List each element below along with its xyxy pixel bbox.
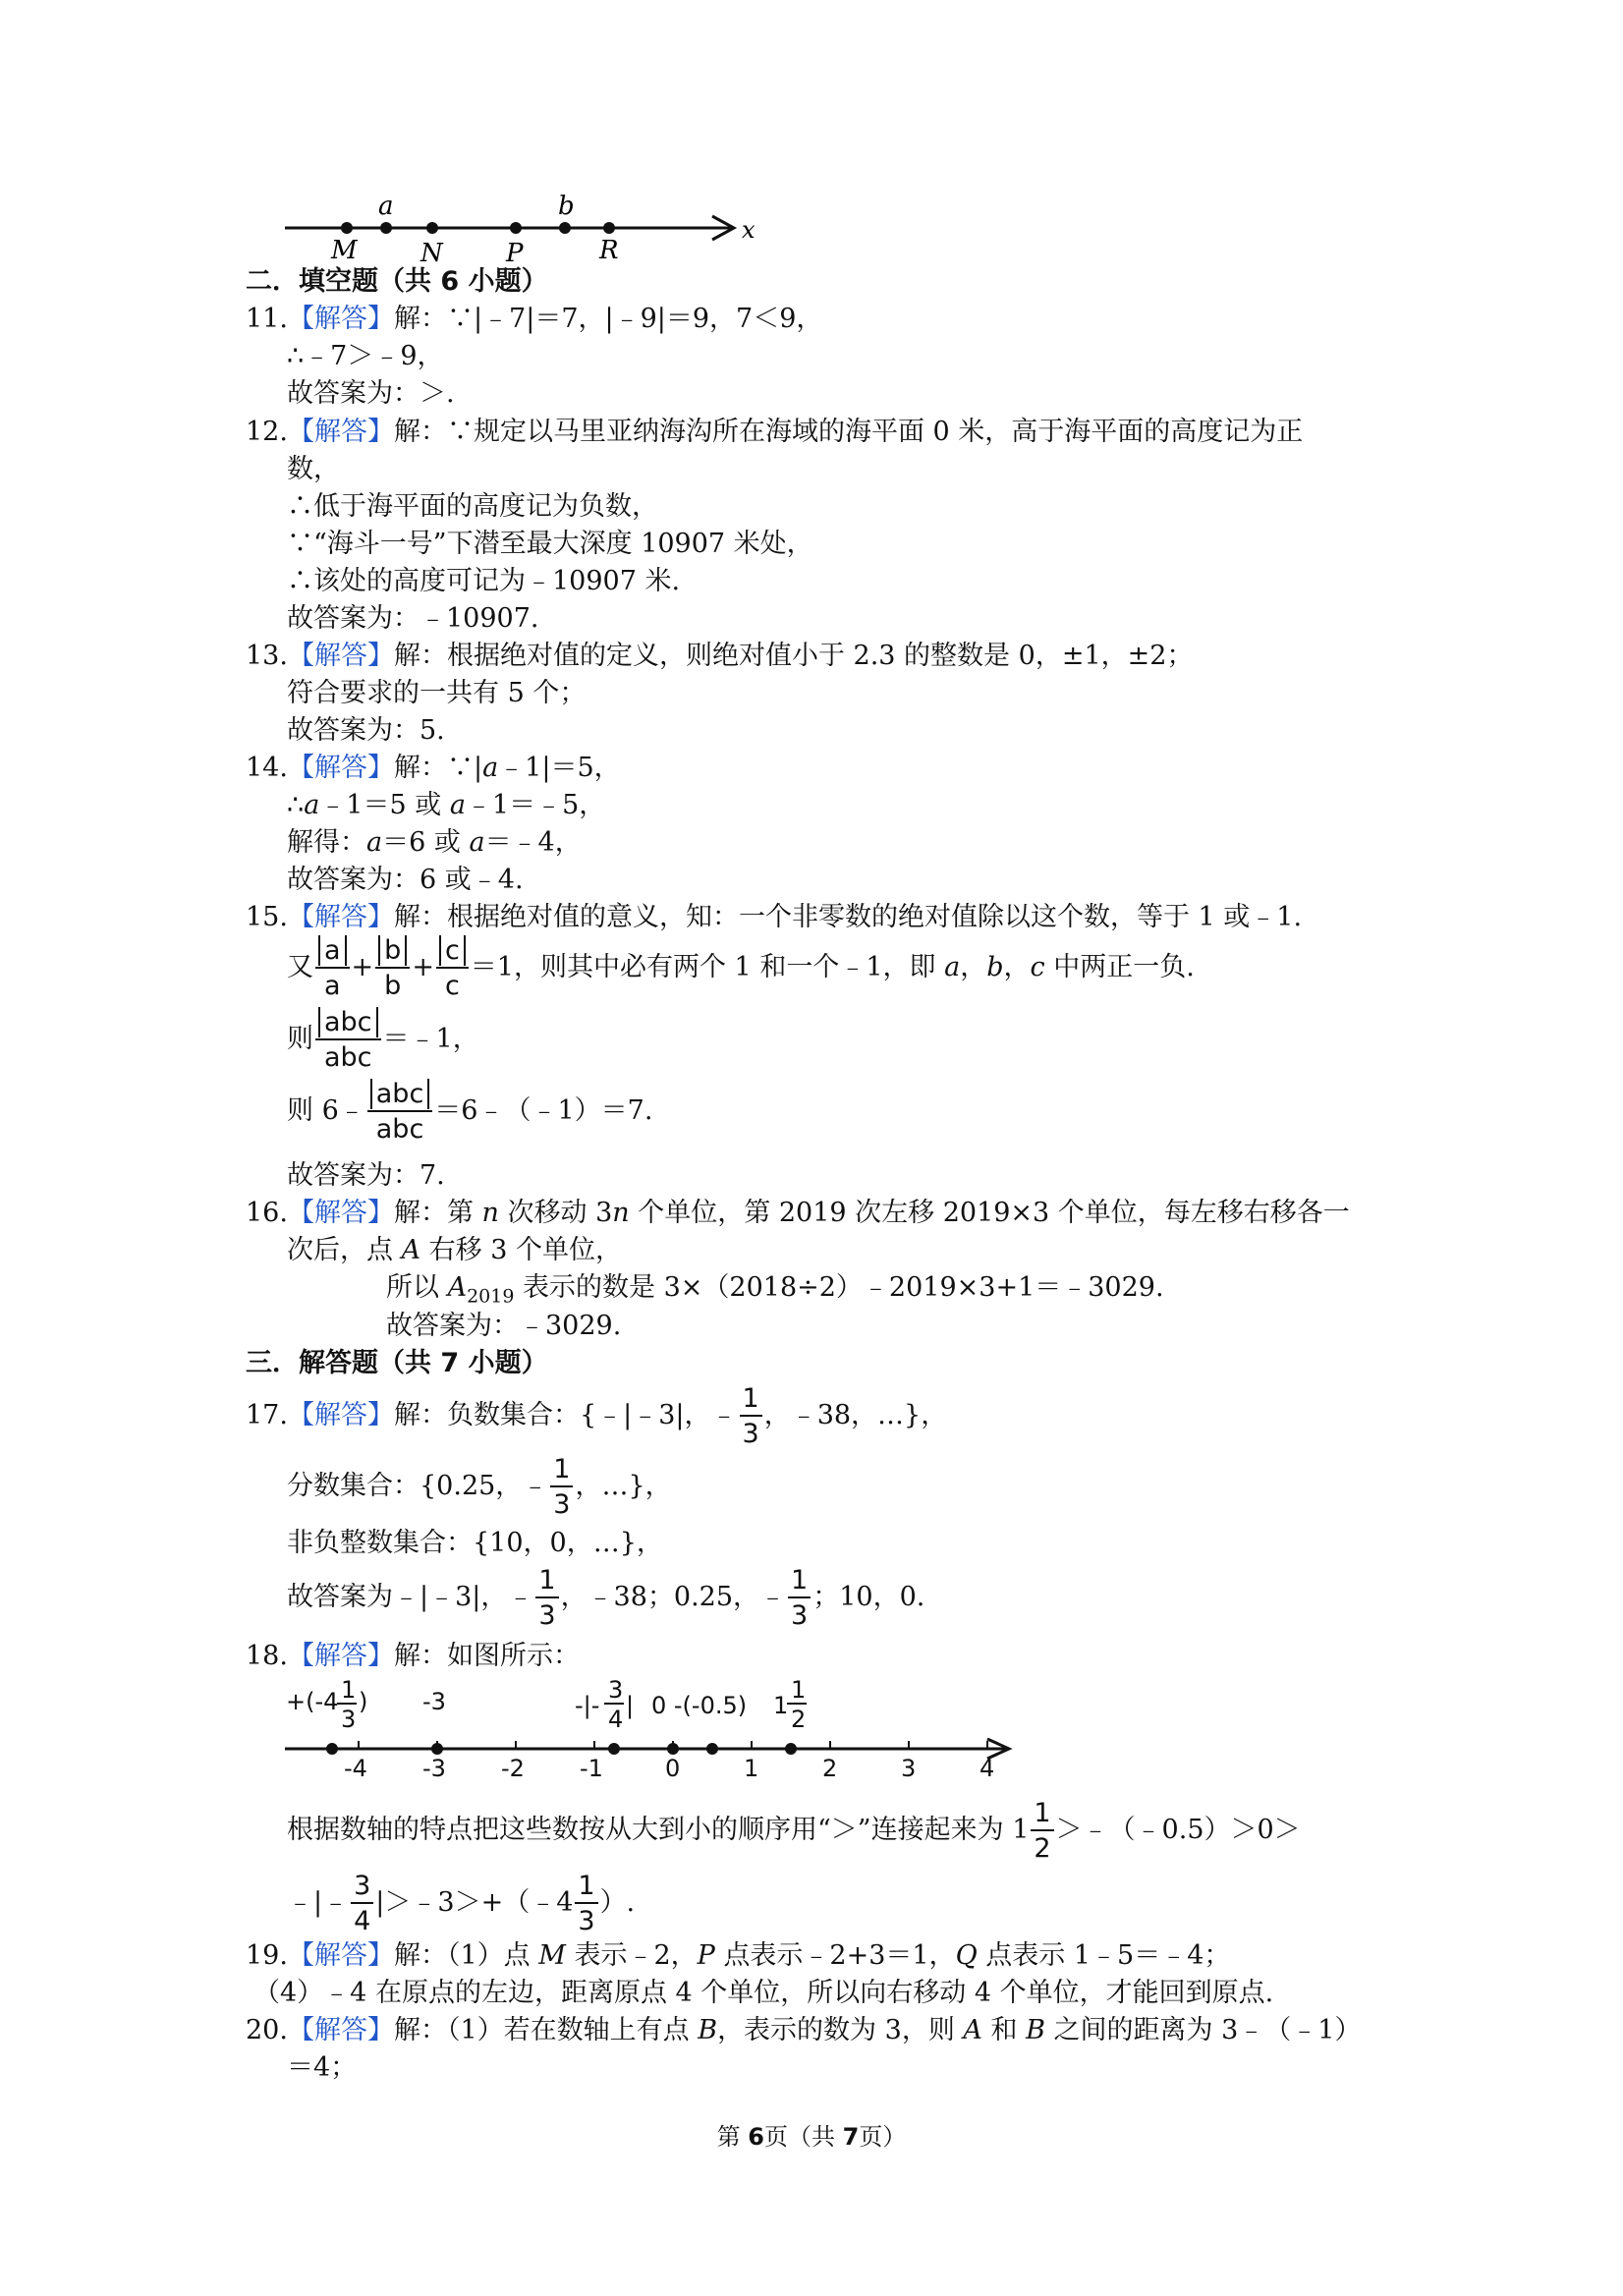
svg-text:4: 4	[979, 1755, 995, 1782]
answer-12-line4: ∵“海斗一号”下潜至最大深度 10907 米处，	[287, 529, 813, 559]
answer-17: 17.【解答】解：负数集合：{﹣|﹣3|，﹣ $\frac{1}{3}$ ，﹣38，…}，	[246, 1383, 948, 1449]
answer-tag: 【解答】	[287, 1940, 394, 1971]
page-number: 6	[748, 2123, 764, 2151]
answer-14-line3: 解得：a＝6 或 a＝﹣4，	[287, 827, 582, 858]
svg-text:1: 1	[744, 1755, 759, 1782]
q-number: 19.	[246, 1940, 288, 1971]
svg-text:4: 4	[608, 1706, 624, 1733]
answer-17-line3: 非负整数集合：{10，0，…}，	[287, 1528, 663, 1558]
point-0	[667, 1743, 679, 1755]
answer-13-line3: 故答案为：5.	[287, 715, 445, 746]
q-number: 16.	[246, 1198, 288, 1228]
svg-text:-1: -1	[580, 1755, 603, 1782]
answer-12: 12.【解答】解：∵规定以马里亚纳海沟所在海域的海平面 0 米，高于海平面的高度记为正	[246, 417, 1304, 447]
label-M: M	[331, 236, 358, 265]
page-total: 7	[842, 2123, 860, 2151]
point-0-5	[706, 1743, 718, 1755]
answer-11: 11.【解答】解：∵|﹣7|＝7，|﹣9|＝9，7＜9，	[246, 304, 823, 334]
point-R	[603, 222, 615, 234]
fraction-abs-b-over-b: $\frac{b}{b}$	[375, 937, 410, 999]
answer-15: 15.【解答】解：根据绝对值的意义，知：一个非零数的绝对值除以这个数，等于 1 或﹣1.	[246, 902, 1303, 932]
point-neg-4-1-3	[326, 1743, 338, 1755]
point-b	[559, 222, 571, 234]
number-line-figure-1	[280, 187, 781, 270]
svg-text:1: 1	[341, 1676, 357, 1704]
q-number: 20.	[246, 2015, 288, 2045]
answer-15-line2: 又 $\frac{a}{a}$ + $\frac{b}{b}$ + $\frac{c}{c}$ ＝1，则其中必有两个 1 和一个﹣1，即 a，b，c 中两正一负.	[287, 935, 1195, 1001]
answer-tag: 【解答】	[287, 1400, 394, 1430]
answer-12-line3: ∴低于海平面的高度记为负数，	[287, 491, 658, 522]
svg-text:|: |	[626, 1692, 635, 1719]
answer-13-line2: 符合要求的一共有 5 个；	[287, 678, 587, 708]
answer-11-line3: 故答案为：＞.	[287, 378, 455, 409]
answer-15-line5: 故答案为：7.	[287, 1160, 445, 1191]
answer-15-line3: 则 $\frac{\text{abc}}{\text{abc}}$ ＝﹣1，	[287, 1007, 479, 1073]
point-a	[380, 222, 392, 234]
answer-16-line4: 故答案为：﹣3029.	[386, 1311, 622, 1341]
svg-text:3: 3	[608, 1676, 624, 1704]
answer-17-line2: 分数集合：{0.25，﹣ $\frac{1}{3}$ ，…}，	[287, 1454, 672, 1520]
svg-text:2: 2	[791, 1706, 807, 1733]
point-P	[510, 222, 522, 234]
svg-text:1: 1	[791, 1676, 807, 1704]
svg-text:-4: -4	[344, 1755, 367, 1782]
answer-tag: 【解答】	[287, 304, 394, 334]
answer-17-line4: 故答案为﹣|﹣3|，﹣ $\frac{1}{3}$ ，﹣38；0.25，﹣ $\frac{1}{3}$ ；10，0.	[287, 1565, 925, 1631]
answer-19-line2: （4）﹣4 在原点的左边，距离原点 4 个单位，所以向右移动 4 个单位，才能回到原点.	[253, 1978, 1274, 2008]
answer-18: 18.【解答】解：如图所示：	[246, 1641, 580, 1671]
label-N: N	[420, 239, 443, 268]
number-line-figure-18	[280, 1670, 1027, 1783]
answer-tag: 【解答】	[287, 902, 394, 932]
fraction-abs-abc-over-abc-2: $\frac{\text{abc}}{\text{abc}}$	[367, 1081, 433, 1143]
answer-14: 14.【解答】解：∵|a﹣1|＝5，	[246, 753, 621, 783]
svg-text:-|-: -|-	[575, 1692, 600, 1719]
q-number: 15.	[246, 902, 288, 932]
svg-text:0 -(-0.5): 0 -(-0.5)	[651, 1692, 748, 1719]
answer-12-line6: 故答案为：﹣10907.	[287, 603, 539, 634]
answer-tag: 【解答】	[287, 2015, 394, 2045]
section-3-heading: 三．解答题（共 7 小题）	[246, 1348, 548, 1378]
label-R: R	[599, 236, 619, 265]
fraction-abs-a-over-a: $\frac{a}{a}$	[315, 937, 350, 999]
answer-14-line2: ∴a﹣1＝5 或 a﹣1＝﹣5，	[287, 790, 606, 820]
section-2-heading: 二．填空题（共 6 小题）	[246, 266, 548, 297]
answer-13: 13.【解答】解：根据绝对值的定义，则绝对值小于 2.3 的整数是 0，±1，±2；	[246, 641, 1194, 671]
q-number: 12.	[246, 417, 288, 447]
svg-text:3: 3	[341, 1706, 357, 1733]
svg-text:-3: -3	[422, 1755, 446, 1782]
point-1-1-2	[785, 1743, 797, 1755]
answer-16: 16.【解答】解：第 n 次移动 3n 个单位，第 2019 次左移 2019×3 个单位，每左移右移各一	[246, 1198, 1350, 1228]
point-neg-3-4	[608, 1743, 620, 1755]
point-N	[426, 222, 438, 234]
q-number: 13.	[246, 641, 288, 671]
answer-16-line2: 次后，点 A 右移 3 个单位，	[287, 1235, 623, 1265]
answer-tag: 【解答】	[287, 641, 394, 671]
svg-text:+(-4: +(-4	[286, 1688, 339, 1715]
answer-20-line2: ＝4；	[287, 2052, 358, 2083]
q-number: 17.	[246, 1400, 288, 1430]
q-number: 11.	[246, 304, 288, 334]
answer-14-line4: 故答案为：6 或﹣4.	[287, 865, 524, 895]
answer-18-line3: ﹣|﹣ $\frac{3}{4}$ |＞﹣3＞+（﹣4 $\frac{1}{3}$ ）.	[287, 1871, 636, 1936]
answer-12-line2: 数，	[287, 454, 340, 484]
svg-text:-2: -2	[501, 1755, 525, 1782]
answer-18-line2: 根据数轴的特点把这些数按从大到小的顺序用“＞”连接起来为 1 $\frac{1}{2}$ ＞﹣（﹣0.5）＞0＞	[287, 1798, 1301, 1864]
svg-text:3: 3	[901, 1755, 917, 1782]
answer-11-line2: ∴﹣7＞﹣9，	[287, 341, 444, 371]
answer-tag: 【解答】	[287, 1198, 394, 1228]
answer-15-line4: 则 6﹣ $\frac{\text{abc}}{\text{abc}}$ ＝6﹣（﹣1）＝7.	[287, 1079, 653, 1145]
label-a: a	[378, 192, 394, 221]
svg-text:-3: -3	[422, 1688, 446, 1715]
q-number: 18.	[246, 1641, 288, 1671]
point-M	[341, 222, 353, 234]
svg-text:0: 0	[665, 1755, 681, 1782]
label-x: x	[742, 216, 756, 244]
label-P: P	[506, 239, 524, 268]
answer-16-line3: 所以 $A_{2019}$ 表示的数是 3×（2018÷2）﹣2019×3+1＝﹣3029.	[386, 1272, 1164, 1308]
fraction-abs-abc-over-abc: $\frac{\text{abc}}{\text{abc}}$	[315, 1009, 381, 1071]
label-b: b	[558, 192, 575, 221]
answer-tag: 【解答】	[287, 1641, 394, 1671]
q-number: 14.	[246, 753, 288, 783]
fraction-abs-c-over-c: $\frac{c}{c}$	[436, 937, 469, 999]
answer-tag: 【解答】	[287, 417, 394, 447]
answer-tag: 【解答】	[287, 753, 394, 783]
svg-text:2: 2	[822, 1755, 838, 1782]
page-footer: 第 6页（共 7页）	[716, 2123, 907, 2151]
answer-12-line5: ∴该处的高度可记为﹣10907 米.	[287, 566, 681, 596]
svg-text:1: 1	[773, 1692, 789, 1719]
answer-20: 20.【解答】解：（1）若在数轴上有点 B，表示的数为 3，则 A 和 B 之间的距离为 3﹣（﹣1）	[246, 2015, 1362, 2045]
point-neg-3	[431, 1743, 443, 1755]
svg-text:): )	[359, 1688, 368, 1715]
answer-19: 19.【解答】解：（1）点 M 表示﹣2，P 点表示﹣2+3＝1，Q 点表示 1﹣5＝﹣4；	[246, 1940, 1231, 1971]
